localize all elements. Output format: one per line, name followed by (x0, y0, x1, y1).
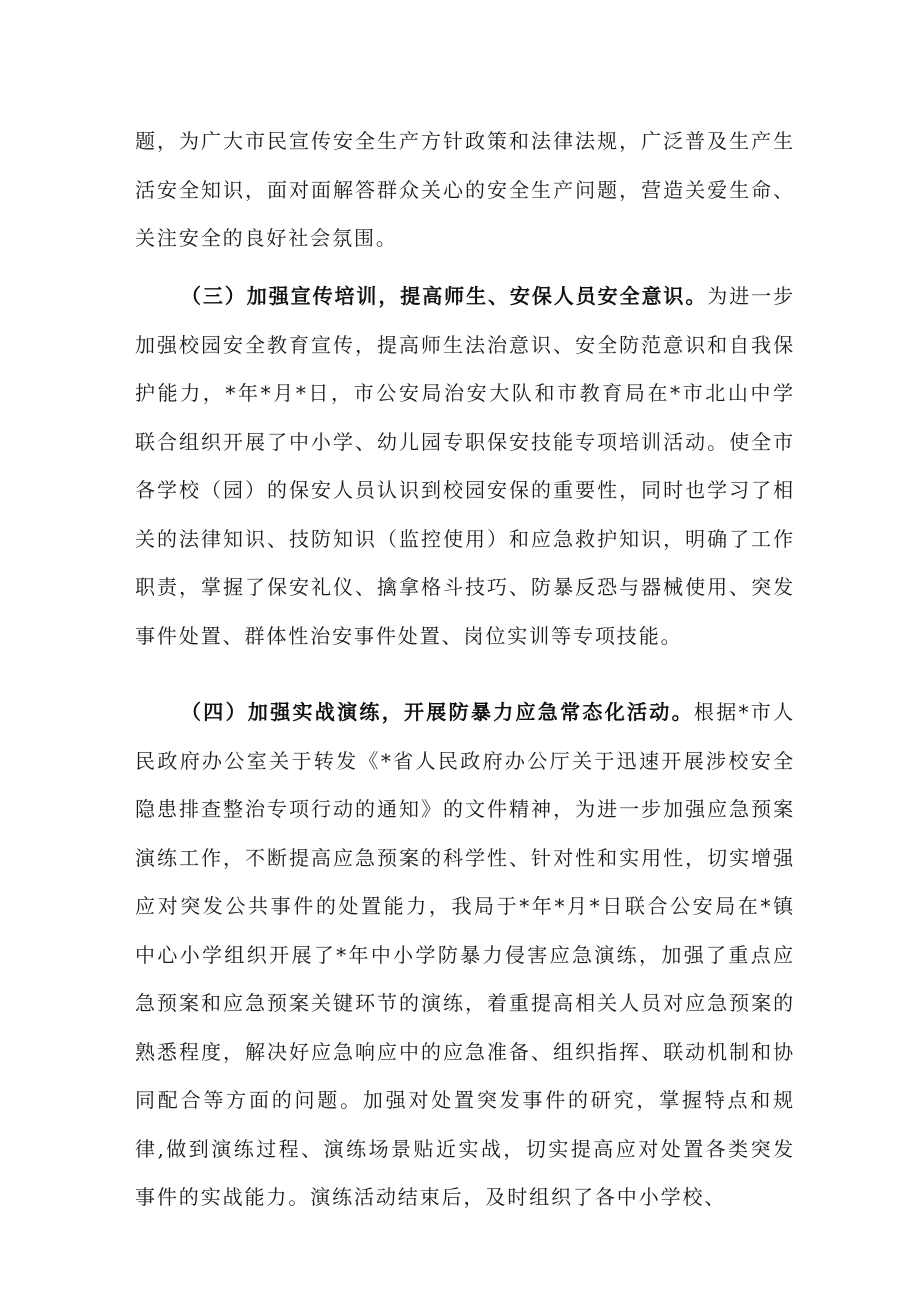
section-4-body: 根据*市人民政府办公室关于转发《*省人民政府办公厅关于迅速开展涉校安全隐患排查整治专项行动的通知》的文件精神，为进一步加强应急预案演练工作，不断提高应急预案的科学性、针对性和实用性，切实增强应对突发公共事件的处置能力，我局于*年*月*日联合公安局在*镇中心小学组织开展了*年中小学防暴力侵害应急演练，加强了重点应急预案和应急预案关键环节的演练，着重提高相关人员对应急预案的熟悉程度，解决好应急响应中的应急准备、组织指挥、联动机制和协同配合等方面的问题。加强对处置突发事件的研究，掌握特点和规律,做到演练过程、演练场景贴近实战，切实提高应对处置各类突发事件的实战能力。演练活动结束后，及时组织了各中小学校、 (135, 700, 796, 1209)
paragraph-section-3 (135, 272, 795, 660)
paragraph-safety-publicity-continued (135, 117, 795, 263)
paragraph-text: 题，为广大市民宣传安全生产方针政策和法律法规，广泛普及生产生活安全知识，面对面解答群众关心的安全生产问题，营造关爱生命、关注安全的良好社会氛围。 (135, 129, 795, 250)
section-3-body: 为进一步加强校园安全教育宣传，提高师生法治意识、安全防范意识和自我保护能力，*年*月*日，市公安局治安大队和市教育局在*市北山中学联合组织开展了中小学、幼儿园专职保安技能专项培训活动。使全市各学校（园）的保安人员认识到校园安保的重要性，同时也学习了相关的法律知识、技防知识（监控使用）和应急救护知识，明确了工作职责，掌握了保安礼仪、擒拿格斗技巧、防暴反恐与器械使用、突发事件处置、群体性治安事件处置、岗位实训等专项技能。 (135, 284, 795, 648)
paragraph-section-4 (135, 688, 795, 1222)
section-3-heading: （三）加强宣传培训，提高师生、安保人员安全意识。 (181, 284, 708, 308)
section-4-heading: （四）加强实战演练，开展防暴力应急常态化活动。 (181, 700, 694, 724)
